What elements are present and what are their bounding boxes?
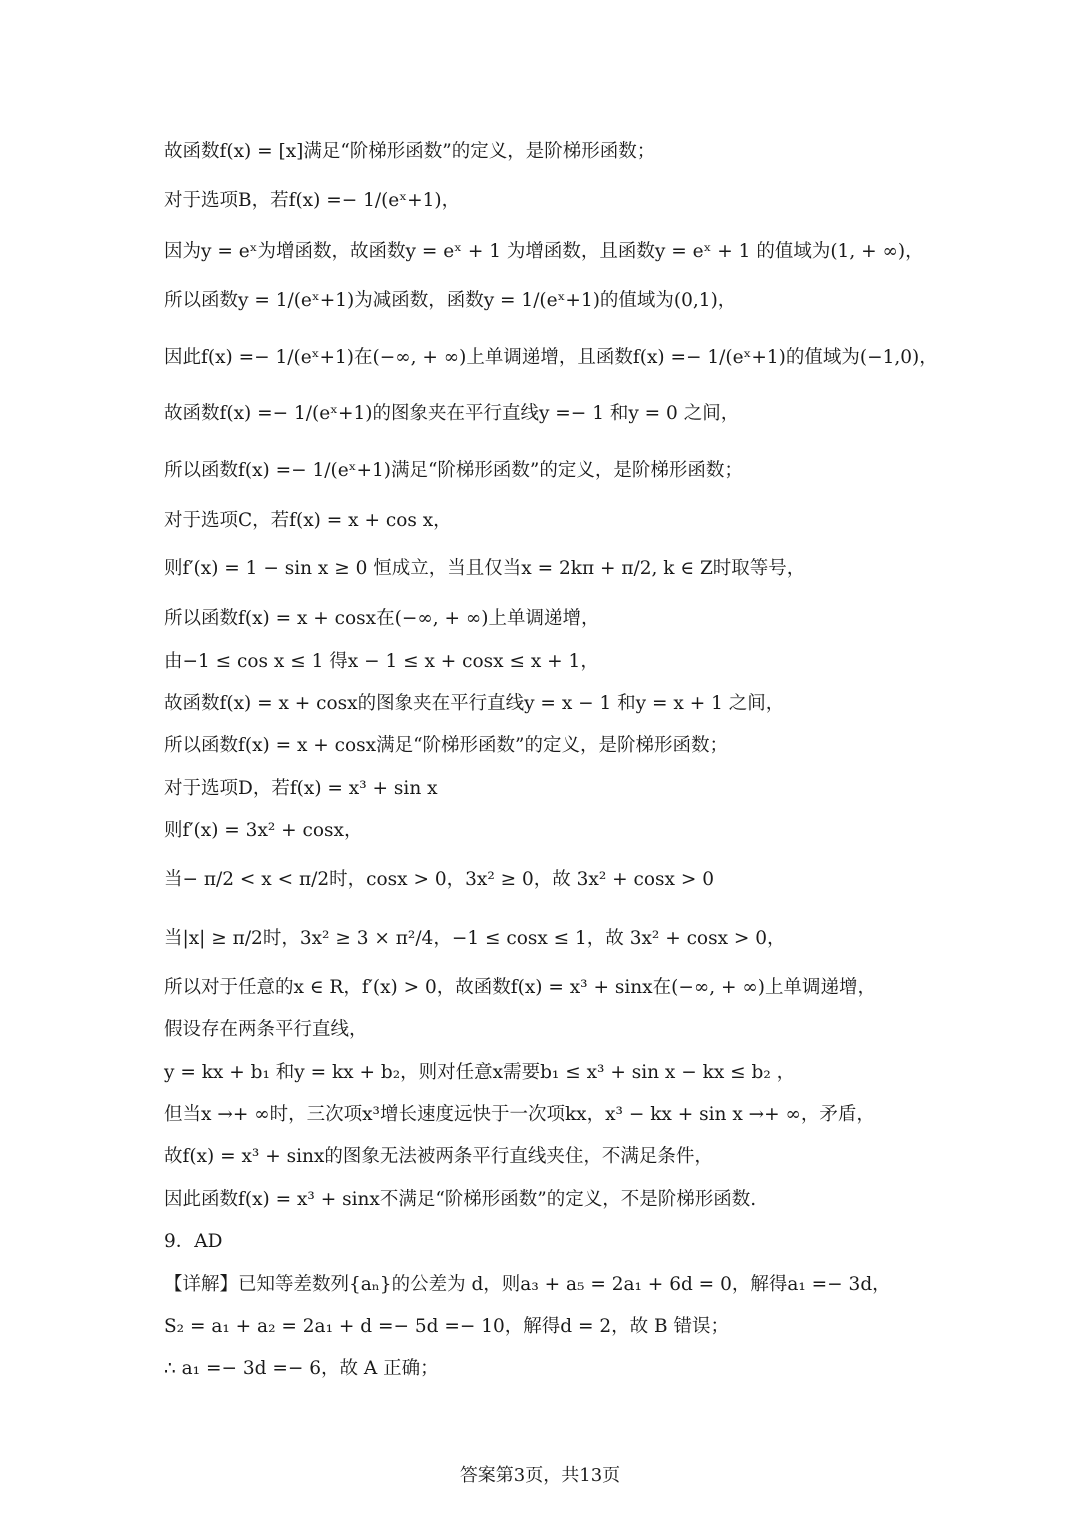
text-line: 故函数f(x) = x + cosx的图象夹在平行直线y = x − 1 和y = x + 1 之间， <box>164 693 785 714</box>
text-line: ∴ a₁ =− 3d =− 6，故 A 正确； <box>164 1358 439 1379</box>
text-line: 当− π/2 < x < π/2时，cosx > 0，3x² ≥ 0，故 3x² + cosx > 0 <box>164 869 714 890</box>
text-line: 则f′(x) = 3x² + cosx， <box>164 820 363 841</box>
text-line: 因此函数f(x) = x³ + sinx不满足“阶梯形函数”的定义，不是阶梯形函数. <box>164 1189 757 1210</box>
text-line: 故f(x) = x³ + sinx的图象无法被两条平行直线夹住，不满足条件， <box>164 1146 713 1167</box>
text-line: 则f′(x) = 1 − sin x ≥ 0 恒成立，当且仅当x = 2kπ + π/2, k ∈ Z时取等号， <box>164 558 806 579</box>
text-line: 【详解】已知等差数列{aₙ}的公差为 d，则a₃ + a₅ = 2a₁ + 6d = 0，解得a₁ =− 3d， <box>164 1274 891 1295</box>
text-line: 所以函数y = 1/(eˣ+1)为减函数，函数y = 1/(eˣ+1)的值域为(0,1)， <box>164 290 737 311</box>
text-line: S₂ = a₁ + a₂ = 2a₁ + d =− 5d =− 10，解得d = 2，故 B 错误； <box>164 1316 730 1337</box>
text-line: 所以函数f(x) = x + cosx在(−∞, + ∞)上单调递增， <box>164 608 600 629</box>
text-line: 对于选项B，若f(x) =− 1/(eˣ+1)， <box>164 190 461 211</box>
text-line: 因此f(x) =− 1/(eˣ+1)在(−∞, + ∞)上单调递增，且函数f(x) =− 1/(eˣ+1)的值域为(−1,0)， <box>164 347 938 368</box>
text-line: y = kx + b₁ 和y = kx + b₂，则对任意x需要b₁ ≤ x³ + sin x − kx ≤ b₂ ， <box>164 1062 796 1083</box>
question-number: 9．AD <box>164 1231 223 1252</box>
text-line: 所以对于任意的x ∈ R，f′(x) > 0，故函数f(x) = x³ + sinx在(−∞, + ∞)上单调递增， <box>164 977 877 998</box>
text-line: 由−1 ≤ cos x ≤ 1 得x − 1 ≤ x + cosx ≤ x + 1， <box>164 651 599 672</box>
text-line: 故函数f(x) =− 1/(eˣ+1)的图象夹在平行直线y =− 1 和y = 0 之间， <box>164 403 740 424</box>
text-line: 假设存在两条平行直线， <box>164 1019 368 1040</box>
text-line: 对于选项D，若f(x) = x³ + sin x <box>164 778 438 799</box>
text-line: 对于选项C，若f(x) = x + cos x， <box>164 510 452 531</box>
text-line: 所以函数f(x) = x + cosx满足“阶梯形函数”的定义，是阶梯形函数； <box>164 735 729 756</box>
text-line: 但当x →+ ∞时，三次项x³增长速度远快于一次项kx，x³ − kx + sin x →+ ∞，矛盾， <box>164 1104 875 1125</box>
text-line: 当|x| ≥ π/2时，3x² ≥ 3 × π²/4，−1 ≤ cosx ≤ 1，故 3x² + cosx > 0， <box>164 928 786 949</box>
page-footer: 答案第3页，共13页 <box>459 1465 621 1486</box>
text-line: 因为y = eˣ为增函数，故函数y = eˣ + 1 为增函数，且函数y = eˣ + 1 的值域为(1, + ∞)， <box>164 241 924 262</box>
text-line: 故函数f(x) = [x]满足“阶梯形函数”的定义，是阶梯形函数； <box>164 141 656 162</box>
text-line: 所以函数f(x) =− 1/(eˣ+1)满足“阶梯形函数”的定义，是阶梯形函数； <box>164 460 743 481</box>
